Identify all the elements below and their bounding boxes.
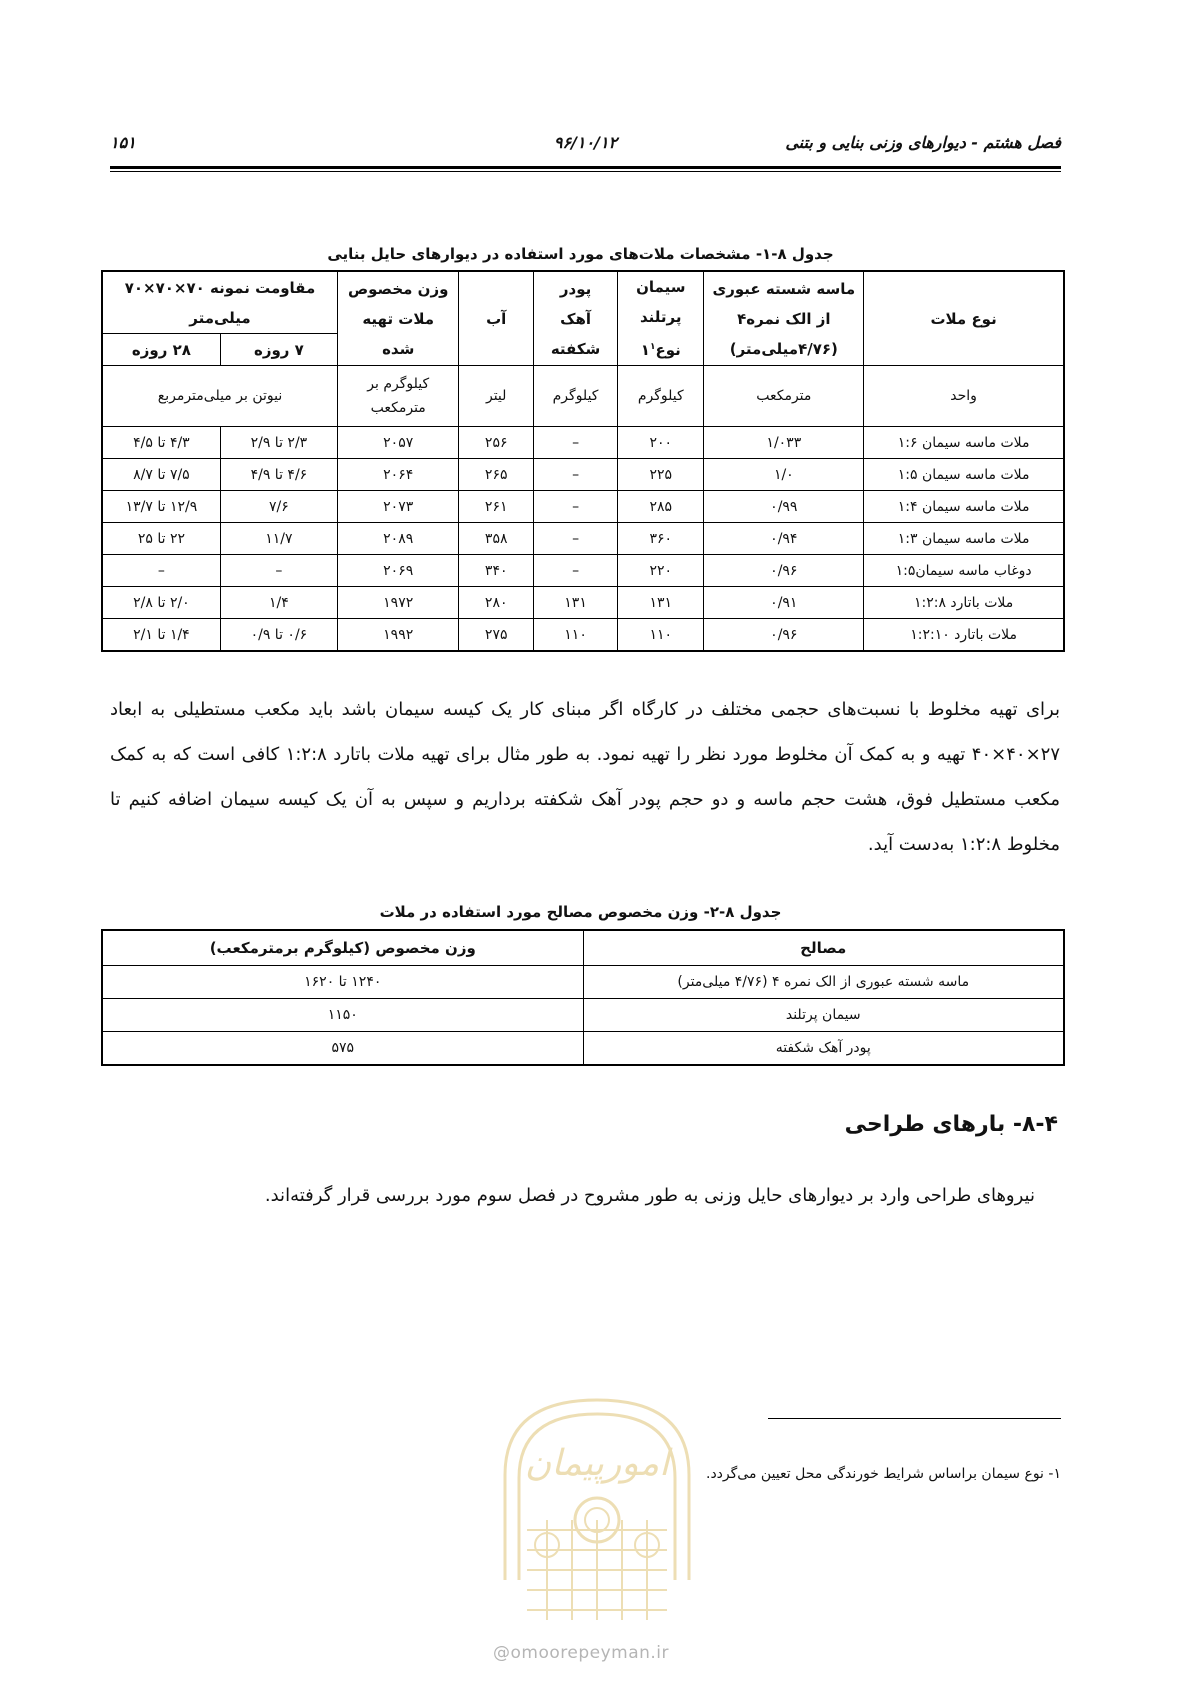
cell-material: پودر آهک شکفته bbox=[583, 1032, 1064, 1066]
mortar-specs-table bbox=[101, 270, 1065, 652]
cell-material-density: ۱۱۵۰ bbox=[102, 999, 583, 1032]
cell-lime: – bbox=[533, 491, 617, 523]
watermark-logo-text: امورپیمان bbox=[524, 1443, 670, 1484]
unit-density-line2: مترمکعب bbox=[370, 400, 426, 416]
table-row bbox=[102, 555, 1064, 587]
cell-water: ۳۴۰ bbox=[459, 555, 534, 587]
unit-density bbox=[337, 366, 458, 427]
cell-28day: ۲۲ تا ۲۵ bbox=[102, 523, 220, 555]
cell-type: ملات ماسه سیمان ۱:۴ bbox=[864, 491, 1064, 523]
cell-density: ۲۰۸۹ bbox=[337, 523, 458, 555]
th-28day: ۲۸ روزه bbox=[102, 334, 220, 366]
cell-28day: ۱۲/۹ تا ۱۳/۷ bbox=[102, 491, 220, 523]
unit-label: واحد bbox=[864, 366, 1064, 427]
th-strength bbox=[102, 271, 337, 334]
header-rule-thick bbox=[110, 166, 1061, 169]
table-row bbox=[102, 1032, 1064, 1066]
th-density-line3: شده bbox=[382, 339, 415, 358]
chapter-title: فصل هشتم - دیوارهای وزنی بنایی و بتنی bbox=[785, 133, 1061, 152]
th-sand-line1: ماسه شسته عبوری bbox=[712, 279, 856, 298]
header-rule-thin bbox=[110, 171, 1061, 172]
th-cement-line3 bbox=[621, 332, 700, 365]
th-material-density: وزن مخصوص (کیلوگرم برمترمکعب) bbox=[102, 930, 583, 966]
th-cement-type: نوع۱ bbox=[640, 341, 681, 359]
cell-cement: ۱۳۱ bbox=[618, 587, 704, 619]
footnote-mark: ۱ bbox=[649, 342, 656, 352]
cell-7day: ۲/۳ تا ۲/۹ bbox=[220, 427, 337, 459]
table-row bbox=[102, 999, 1064, 1032]
cell-water: ۲۷۵ bbox=[459, 619, 534, 652]
table1-caption: جدول ۸-۱- مشخصات ملات‌های مورد استفاده در دیوارهای حایل بنایی bbox=[327, 245, 834, 263]
th-sand-line2: از الک نمره۴ bbox=[737, 309, 831, 328]
cell-sand: ۱/۰۳۳ bbox=[704, 427, 864, 459]
cell-material: سیمان پرتلند bbox=[583, 999, 1064, 1032]
cell-cement: ۱۱۰ bbox=[618, 619, 704, 652]
cell-cement: ۲۸۵ bbox=[618, 491, 704, 523]
page-header bbox=[110, 128, 1061, 168]
table-row bbox=[102, 587, 1064, 619]
cell-material-density: ۱۲۴۰ تا ۱۶۲۰ bbox=[102, 966, 583, 999]
cell-7day: – bbox=[220, 555, 337, 587]
th-strength-line2: میلی‌متر bbox=[189, 308, 251, 327]
cell-28day: ۴/۳ تا ۴/۵ bbox=[102, 427, 220, 459]
footnote-rule bbox=[768, 1418, 1061, 1419]
cell-sand: ۰/۹۶ bbox=[704, 555, 864, 587]
th-cement-line2: پرتلند bbox=[640, 308, 682, 326]
th-sand-line3: (۴/۷۶میلی‌متر) bbox=[729, 339, 838, 358]
cell-density: ۲۰۶۴ bbox=[337, 459, 458, 491]
table-row bbox=[102, 427, 1064, 459]
th-cement bbox=[618, 271, 704, 366]
cell-lime: ۱۱۰ bbox=[533, 619, 617, 652]
table-row bbox=[102, 459, 1064, 491]
cell-28day: ۷/۵ تا ۸/۷ bbox=[102, 459, 220, 491]
cell-7day: ۱۱/۷ bbox=[220, 523, 337, 555]
cell-lime: – bbox=[533, 555, 617, 587]
cell-water: ۲۶۱ bbox=[459, 491, 534, 523]
footnote: ۱- نوع سیمان براساس شرایط خورندگی محل تعیین می‌گردد. bbox=[706, 1466, 1061, 1482]
th-strength-line1: مقاومت نمونه ۷۰×۷۰×۷۰ bbox=[124, 278, 316, 297]
omoorepeyman-logo-icon bbox=[487, 1380, 707, 1640]
cell-cement: ۲۲۰ bbox=[618, 555, 704, 587]
cell-28day: – bbox=[102, 555, 220, 587]
th-density bbox=[337, 271, 458, 366]
table-row bbox=[102, 491, 1064, 523]
table1-header-row bbox=[102, 271, 1064, 334]
unit-strength: نیوتن بر میلی‌مترمربع bbox=[102, 366, 337, 427]
unit-cement: کیلوگرم bbox=[618, 366, 704, 427]
cell-cement: ۲۰۰ bbox=[618, 427, 704, 459]
body-paragraph-loads: نیروهای طراحی وارد بر دیوارهای حایل وزنی به طور مشروح در فصل سوم مورد بررسی قرار گرفته‌اند. bbox=[264, 1185, 1035, 1206]
unit-water: لیتر bbox=[459, 366, 534, 427]
cell-sand: ۰/۹۶ bbox=[704, 619, 864, 652]
th-lime-line3: شکفته bbox=[550, 339, 601, 358]
cell-water: ۳۵۸ bbox=[459, 523, 534, 555]
th-sand bbox=[704, 271, 864, 366]
th-density-line1: وزن مخصوص bbox=[347, 279, 449, 298]
cell-lime: – bbox=[533, 427, 617, 459]
cell-cement: ۲۲۵ bbox=[618, 459, 704, 491]
unit-density-line1: کیلوگرم بر bbox=[367, 376, 430, 392]
cell-water: ۲۶۵ bbox=[459, 459, 534, 491]
cell-density: ۲۰۵۷ bbox=[337, 427, 458, 459]
cell-type: ملات باتارد ۱:۲:۸ bbox=[864, 587, 1064, 619]
cell-cement: ۳۶۰ bbox=[618, 523, 704, 555]
cell-water: ۲۵۶ bbox=[459, 427, 534, 459]
cell-material: ماسه شسته عبوری از الک نمره ۴ (۴/۷۶ میلی‌متر) bbox=[583, 966, 1064, 999]
cell-28day: ۱/۴ تا ۲/۱ bbox=[102, 619, 220, 652]
cell-lime: – bbox=[533, 459, 617, 491]
cell-lime: ۱۳۱ bbox=[533, 587, 617, 619]
th-density-line2: ملات تهیه bbox=[362, 309, 435, 328]
table2-caption: جدول ۸-۲- وزن مخصوص مصالح مورد استفاده در ملات bbox=[379, 903, 782, 921]
table1-units-row bbox=[102, 366, 1064, 427]
cell-density: ۱۹۷۲ bbox=[337, 587, 458, 619]
cell-sand: ۰/۹۹ bbox=[704, 491, 864, 523]
cell-28day: ۲/۰ تا ۲/۸ bbox=[102, 587, 220, 619]
cell-sand: ۱/۰ bbox=[704, 459, 864, 491]
header-date: ۹۶/۱۰/۱۲ bbox=[553, 133, 618, 152]
section-heading: ۸-۴- بارهای طراحی bbox=[844, 1112, 1058, 1137]
cell-type: ملات باتارد ۱:۲:۱۰ bbox=[864, 619, 1064, 652]
cell-7day: ۷/۶ bbox=[220, 491, 337, 523]
th-lime bbox=[533, 271, 617, 366]
material-density-table bbox=[101, 929, 1065, 1066]
cell-type: دوغاب ماسه سیمان۱:۵ bbox=[864, 555, 1064, 587]
page-number: ۱۵۱ bbox=[110, 133, 136, 152]
cell-density: ۱۹۹۲ bbox=[337, 619, 458, 652]
table2-header-row bbox=[102, 930, 1064, 966]
cell-density: ۲۰۷۳ bbox=[337, 491, 458, 523]
th-water: آب bbox=[459, 271, 534, 366]
cell-material-density: ۵۷۵ bbox=[102, 1032, 583, 1066]
table-row bbox=[102, 619, 1064, 652]
table-row bbox=[102, 966, 1064, 999]
watermark-site: @omoorepeyman.ir bbox=[493, 1643, 670, 1663]
th-lime-line2: آهک bbox=[560, 309, 592, 328]
cell-7day: ۰/۶ تا ۰/۹ bbox=[220, 619, 337, 652]
cell-sand: ۰/۹۴ bbox=[704, 523, 864, 555]
cell-7day: ۴/۶ تا ۴/۹ bbox=[220, 459, 337, 491]
th-cement-line1: سیمان bbox=[636, 278, 686, 296]
cell-lime: – bbox=[533, 523, 617, 555]
cell-sand: ۰/۹۱ bbox=[704, 587, 864, 619]
th-7day: ۷ روزه bbox=[220, 334, 337, 366]
th-mortar-type: نوع ملات bbox=[864, 271, 1064, 366]
th-material: مصالح bbox=[583, 930, 1064, 966]
cell-type: ملات ماسه سیمان ۱:۶ bbox=[864, 427, 1064, 459]
cell-water: ۲۸۰ bbox=[459, 587, 534, 619]
cell-7day: ۱/۴ bbox=[220, 587, 337, 619]
body-paragraph-mix: برای تهیه مخلوط با نسبت‌های حجمی مختلف در کارگاه اگر مبنای کار یک کیسه سیمان باشد باید مکعب مستطیلی به ابعاد ۲۷×۴۰×۴۰ تهیه و به کمک آن مخلوط مورد نظر را تهیه نمود. به طور مثال برای تهیه ملات باتارد ۱:۲:۸ کافی است که به کمک مکعب مستطیل فوق، هشت حجم ماسه و دو حجم پودر آهک شکفته برداریم و سپس به آن یک کیسه سیمان اضافه کنیم تا مخلوط ۱:۲:۸ به‌دست آید. bbox=[110, 699, 1060, 855]
table-row bbox=[102, 523, 1064, 555]
unit-sand: مترمکعب bbox=[704, 366, 864, 427]
th-lime-line1: پودر bbox=[559, 279, 592, 298]
cell-type: ملات ماسه سیمان ۱:۵ bbox=[864, 459, 1064, 491]
cell-density: ۲۰۶۹ bbox=[337, 555, 458, 587]
cell-type: ملات ماسه سیمان ۱:۳ bbox=[864, 523, 1064, 555]
unit-lime: کیلوگرم bbox=[533, 366, 617, 427]
